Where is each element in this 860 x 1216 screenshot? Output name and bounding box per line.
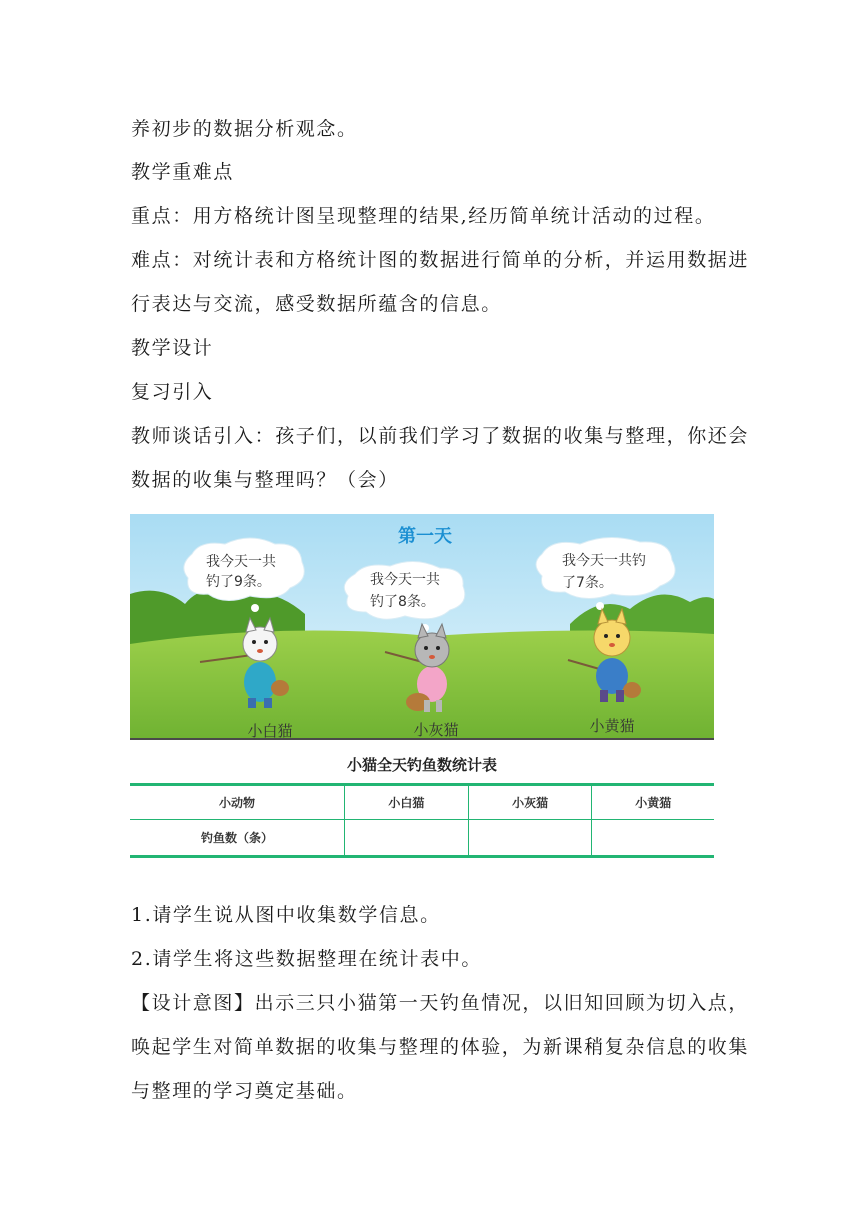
cat-label-2: 小灰猫 [413,721,459,739]
paragraph-line: 重点：用方格统计图呈现整理的结果,经历简单统计活动的过程。 [131,205,716,227]
fishing-stat-table [130,783,714,858]
paragraph-line: 行表达与交流，感受数据所蕴含的信息。 [131,293,502,315]
cat-label-3: 小黄猫 [589,717,635,735]
table-header-cell: 小灰猫 [468,785,592,820]
bubble-1-line-1: 我今天一共 [206,554,276,570]
table-cell [345,820,469,857]
bubble-3-line-2: 了7条。 [562,575,613,591]
section-heading: 复习引入 [131,381,214,403]
table-row [130,820,714,857]
table-header-cell: 小黄猫 [592,785,714,820]
cat-label-1: 小白猫 [247,722,293,740]
bubble-3-line-1: 我今天一共钓 [562,553,646,569]
paragraph-line: 教师谈话引入：孩子们，以前我们学习了数据的收集与整理，你还会 [131,425,750,447]
table-header-cell: 小白猫 [345,785,469,820]
fishing-cats-illustration [130,514,714,740]
paragraph-line: 【设计意图】出示三只小猫第一天钓鱼情况，以旧知回顾为切入点， [131,992,750,1014]
paragraph-line: 难点：对统计表和方格统计图的数据进行简单的分析，并运用数据进 [131,249,750,271]
paragraph-line: 数据的收集与整理吗？（会） [131,469,399,491]
table-cell [468,820,592,857]
table-header-row [130,785,714,820]
table-cell [592,820,714,857]
bubble-2-line-2: 钓了8条。 [370,594,435,610]
section-heading: 教学设计 [131,337,214,359]
paragraph-line: 唤起学生对简单数据的收集与整理的体验，为新课稍复杂信息的收集 [131,1036,750,1058]
paragraph-line: 与整理的学习奠定基础。 [131,1080,358,1102]
bubble-2-line-1: 我今天一共 [370,572,440,588]
table-title: 小猫全天钓鱼数统计表 [346,756,497,774]
table-row-label: 钓鱼数（条） [200,831,273,845]
paragraph-line: 2.请学生将这些数据整理在统计表中。 [131,948,482,970]
paragraph-line: 1.请学生说从图中收集数学信息。 [131,904,441,926]
section-heading: 教学重难点 [131,161,235,183]
table-header-cell: 小动物 [130,785,345,820]
bubble-1-line-2: 钓了9条。 [206,574,271,590]
scene-title: 第一天 [398,526,452,547]
paragraph-line: 养初步的数据分析观念。 [131,118,358,140]
